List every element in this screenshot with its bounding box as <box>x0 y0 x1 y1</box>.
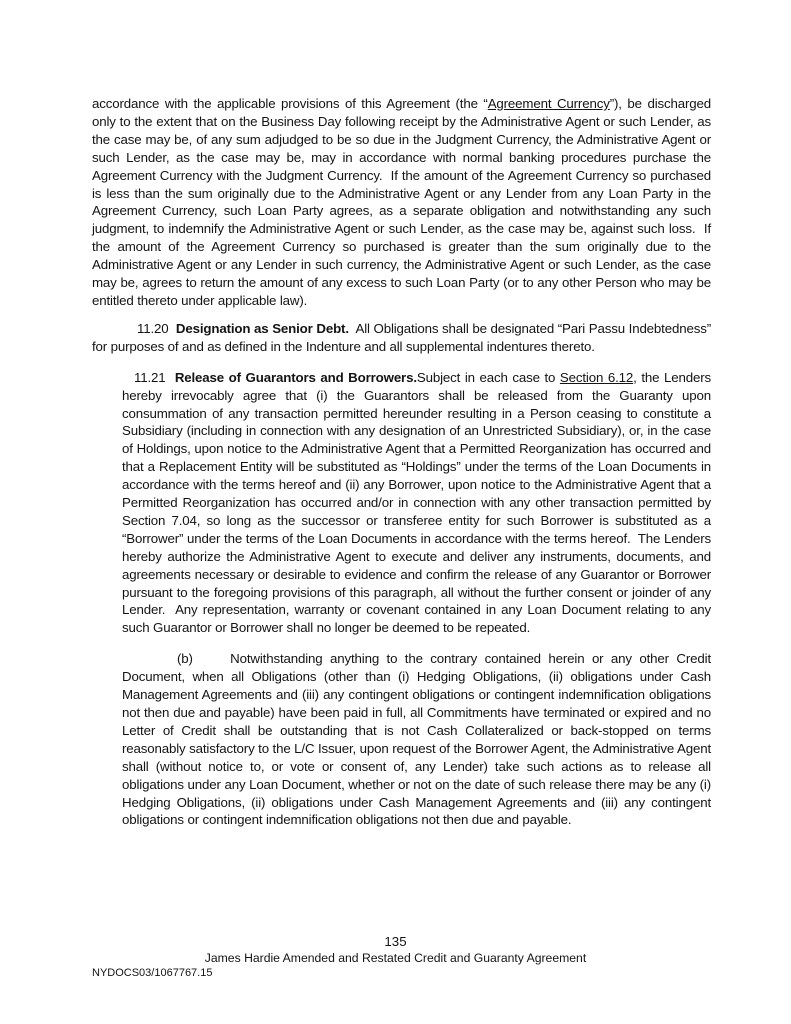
paragraph-section-11-21-b <box>122 650 711 829</box>
footer-document-title: James Hardie Amended and Restated Credit and Guaranty Agreement <box>204 951 587 965</box>
text-segment: , the Lenders hereby irrevocably agree that (i) the Guarantors shall be released from the Guaranty upon consummation of any transaction permitted hereunder resulting in a Person ceasing to constitute a Subsidiary (including in connection with any designation of an Unrestricted Subsidiary), or, in the case of Holdings, upon notice to the Administrative Agent that a Permitted Reorganization has occurred and that a Replacement Entity will be substituted as “Holdings” under the terms of the Loan Documents in accordance with the terms hereof and (ii) any Borrower, upon notice to the Administrative Agent that a Permitted Reorganization has occurred and/or in connection with any other transaction permitted by Section 7.04, so long as the successor or transferee entity for such Borrower is substituted as a “Borrower” under the terms of the Loan Documents in accordance with the terms hereof. The Lenders hereby authorize the Administrative Agent to execute and deliver any instruments, documents, and agreements necessary or desirable to evidence and confirm the release of any Guarantor or Borrower pursuant to the foregoing provisions of this paragraph, all without the further consent or joinder of any Lender. Any representation, warranty or covenant contained in any Loan Document relating to any such Guarantor or Borrower shall no longer be deemed to be repeated. <box>122 369 711 636</box>
footer-document-id: NYDOCS03/1067767.15 <box>92 967 213 979</box>
page-body <box>92 95 711 829</box>
text-segment: (b) Notwithstanding anything to the contrary contained herein or any other Credit Document, when all Obligations (other than (i) Hedging Obligations, (ii) obligations under Cash Management Agreements and (iii) any contingent obligations or contingent indemnification obligations not then due and payable) have been paid in full, all Commitments have terminated or expired and no Letter of Credit shall be outstanding that is not Cash Collateralized or back-stopped on terms reasonably satisfactory to the L/C Issuer, upon request of the Borrower Agent, the Administrative Agent shall (without notice to, or vote or consent of, any Lender) take such actions as to release all obligations under any Loan Document, whether or not on the date of such release there may be any (i) Hedging Obligations, (ii) obligations under Cash Management Agreements and (iii) any contingent obligations or contingent indemnification obligations not then due and payable. <box>122 651 711 828</box>
text-segment: 11.20 <box>137 320 176 336</box>
text-segment: ”), be discharged only to the extent that on the Business Day following receipt by the Administrative Agent or such Lender, as the case may be, of any sum adjudged to be so due in the Judgment Currency, the Administrative Agent or such Lender, as the case may be, may in accordance with normal banking procedures purchase the Agreement Currency with the Judgment Currency. If the amount of the Agreement Currency so purchased is less than the sum originally due to the Administrative Agent or any Lender from any Loan Party in the Agreement Currency, such Loan Party agrees, as a separate obligation and notwithstanding any such judgment, to indemnify the Administrative Agent or such Lender, as the case may be, against such loss. If the amount of the Agreement Currency so purchased is greater than the sum originally due to the Administrative Agent or any Lender in such currency, the Administrative Agent or such Lender, as the case may be, agrees to return the amount of any excess to such Loan Party (or to any other Person who may be entitled thereto under applicable law). <box>92 96 711 308</box>
text-segment: accordance with the applicable provisions of this Agreement (the “ <box>92 96 488 111</box>
paragraph-section-11-20 <box>92 320 711 356</box>
text-segment: 11.21 <box>134 369 175 385</box>
text-segment: All Obligations shall be designated “Pari Passu Indebtedness” for purposes of and as defined in the Indenture and all supplemental indentures thereto. <box>92 320 711 354</box>
section-heading-text: Designation as Senior Debt. <box>175 320 349 336</box>
text-segment: Subject in each case to <box>416 369 560 385</box>
paragraph-judgment-currency <box>92 95 711 310</box>
section-heading-text: Release of Guarantors and Borrowers. <box>174 369 417 385</box>
paragraph-section-11-21 <box>122 369 711 638</box>
underlined-cross-reference: Agreement Currency <box>487 96 610 111</box>
indented-section-block <box>122 369 711 830</box>
underlined-cross-reference: Section 6.12 <box>559 369 634 385</box>
page-number: 135 <box>384 934 407 949</box>
